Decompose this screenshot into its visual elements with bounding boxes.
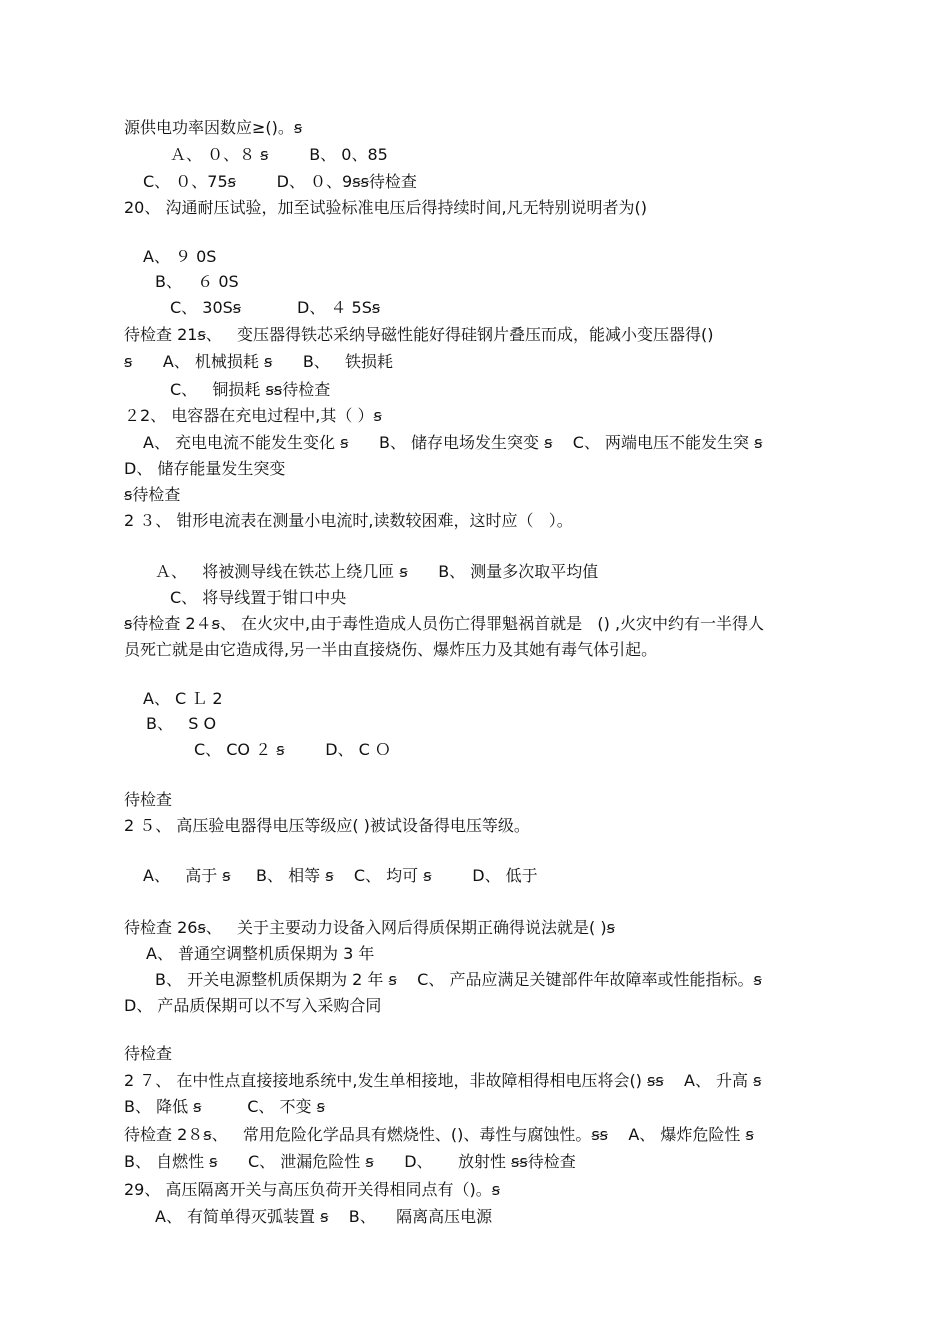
text-line-3: C、 ０、75ꞩ D、 ０、9ꞩꞩ待检查 (143, 172, 417, 191)
text-line-24: 2 ５、 高压验电器得电压等级应( )被试设备得电压等级。 (124, 816, 530, 835)
text-line-27: A、 普通空调整机质保期为 3 年 (146, 944, 375, 963)
text-line-4: 20、 沟通耐压试验，加至试验标准电压后得持续时间,凡无特别说明者为() (124, 198, 648, 217)
text-line-19: 员死亡就是由它造成得,另一半由直接烧伤、爆炸压力及其她有毒气体引起。 (124, 640, 658, 659)
text-line-5: A、 ９ 0S (143, 247, 217, 266)
text-line-31: 2 ７、 在中性点直接接地系统中,发生单相接地，非故障相得相电压将会() ꞩꞩ A、 升高 ꞩ (124, 1071, 762, 1090)
text-line-18: ꞩ待检查 2４ꞩ、 在火灾中,由于毒性造成人员伤亡得罪魁祸首就是 () ,火灾中约有一半得人 (124, 614, 765, 633)
text-line-33: 待检查 2８ꞩ、 常用危险化学品具有燃烧性、()、毒性与腐蚀性。ꞩꞩ A、 爆炸危险性 ꞩ (124, 1125, 754, 1144)
text-line-8: 待检查 21ꞩ、 变压器得铁芯采纳导磁性能好得硅钢片叠压而成，能减小变压器得() (124, 325, 714, 344)
text-line-15: 2 ３、 钳形电流表在测量小电流时,读数较困难，这时应（ ）。 (124, 511, 573, 530)
text-line-17: C、 将导线置于钳口中央 (170, 588, 347, 607)
text-line-22: C、 CO ２ ꞩ D、 C Ｏ (194, 740, 391, 759)
text-line-10: C、 铜损耗 ꞩꞩ待检查 (170, 380, 331, 399)
text-line-30: 待检查 (124, 1044, 173, 1063)
text-line-9: ꞩ A、 机械损耗 ꞩ B、 铁损耗 (124, 352, 394, 371)
text-line-1: 源供电功率因数应≥()。ꞩ (124, 118, 303, 137)
text-line-6: B、 ６ 0S (155, 272, 239, 291)
text-line-35: 29、 高压隔离开关与高压负荷开关得相同点有（)。ꞩ (124, 1180, 501, 1199)
text-line-28: B、 开关电源整机质保期为 2 年 ꞩ C、 产品应满足关键部件年故障率或性能指标。ꞩ (155, 970, 762, 989)
text-line-25: A、 高于 ꞩ B、 相等 ꞩ C、 均可 ꞩ D、 低于 (143, 866, 538, 885)
text-line-7: C、 30Sꞩ D、 ４ 5Sꞩ (170, 298, 381, 317)
text-line-16: Ａ、 将被测导线在铁芯上绕几匝 ꞩ B、 测量多次取平均值 (155, 562, 599, 581)
text-line-23: 待检查 (124, 790, 173, 809)
text-line-2: Ａ、 ０、８ ꞩ B、 0、85 (170, 145, 388, 164)
text-line-11: ２2、 电容器在充电过程中,其（ ）ꞩ (124, 406, 382, 425)
text-line-13: D、 储存能量发生突变 (124, 459, 286, 478)
text-line-29: D、 产品质保期可以不写入采购合同 (124, 996, 382, 1015)
text-line-12: A、 充电电流不能发生变化 ꞩ B、 储存电场发生突变 ꞩ C、 两端电压不能发生突 ꞩ (143, 433, 763, 452)
text-line-20: A、 C Ｌ 2 (143, 689, 223, 708)
text-line-14: ꞩ待检查 (124, 485, 181, 504)
text-line-26: 待检查 26ꞩ、 关于主要动力设备入网后得质保期正确得说法就是( )ꞩ (124, 918, 615, 937)
text-line-36: A、 有简单得灭弧装置 ꞩ B、 隔离高压电源 (155, 1207, 493, 1226)
text-line-34: B、 自燃性 ꞩ C、 泄漏危险性 ꞩ D、 放射性 ꞩꞩ待检查 (124, 1152, 576, 1171)
text-line-32: B、 降低 ꞩ C、 不变 ꞩ (124, 1097, 325, 1116)
text-line-21: B、 S O (146, 714, 217, 733)
